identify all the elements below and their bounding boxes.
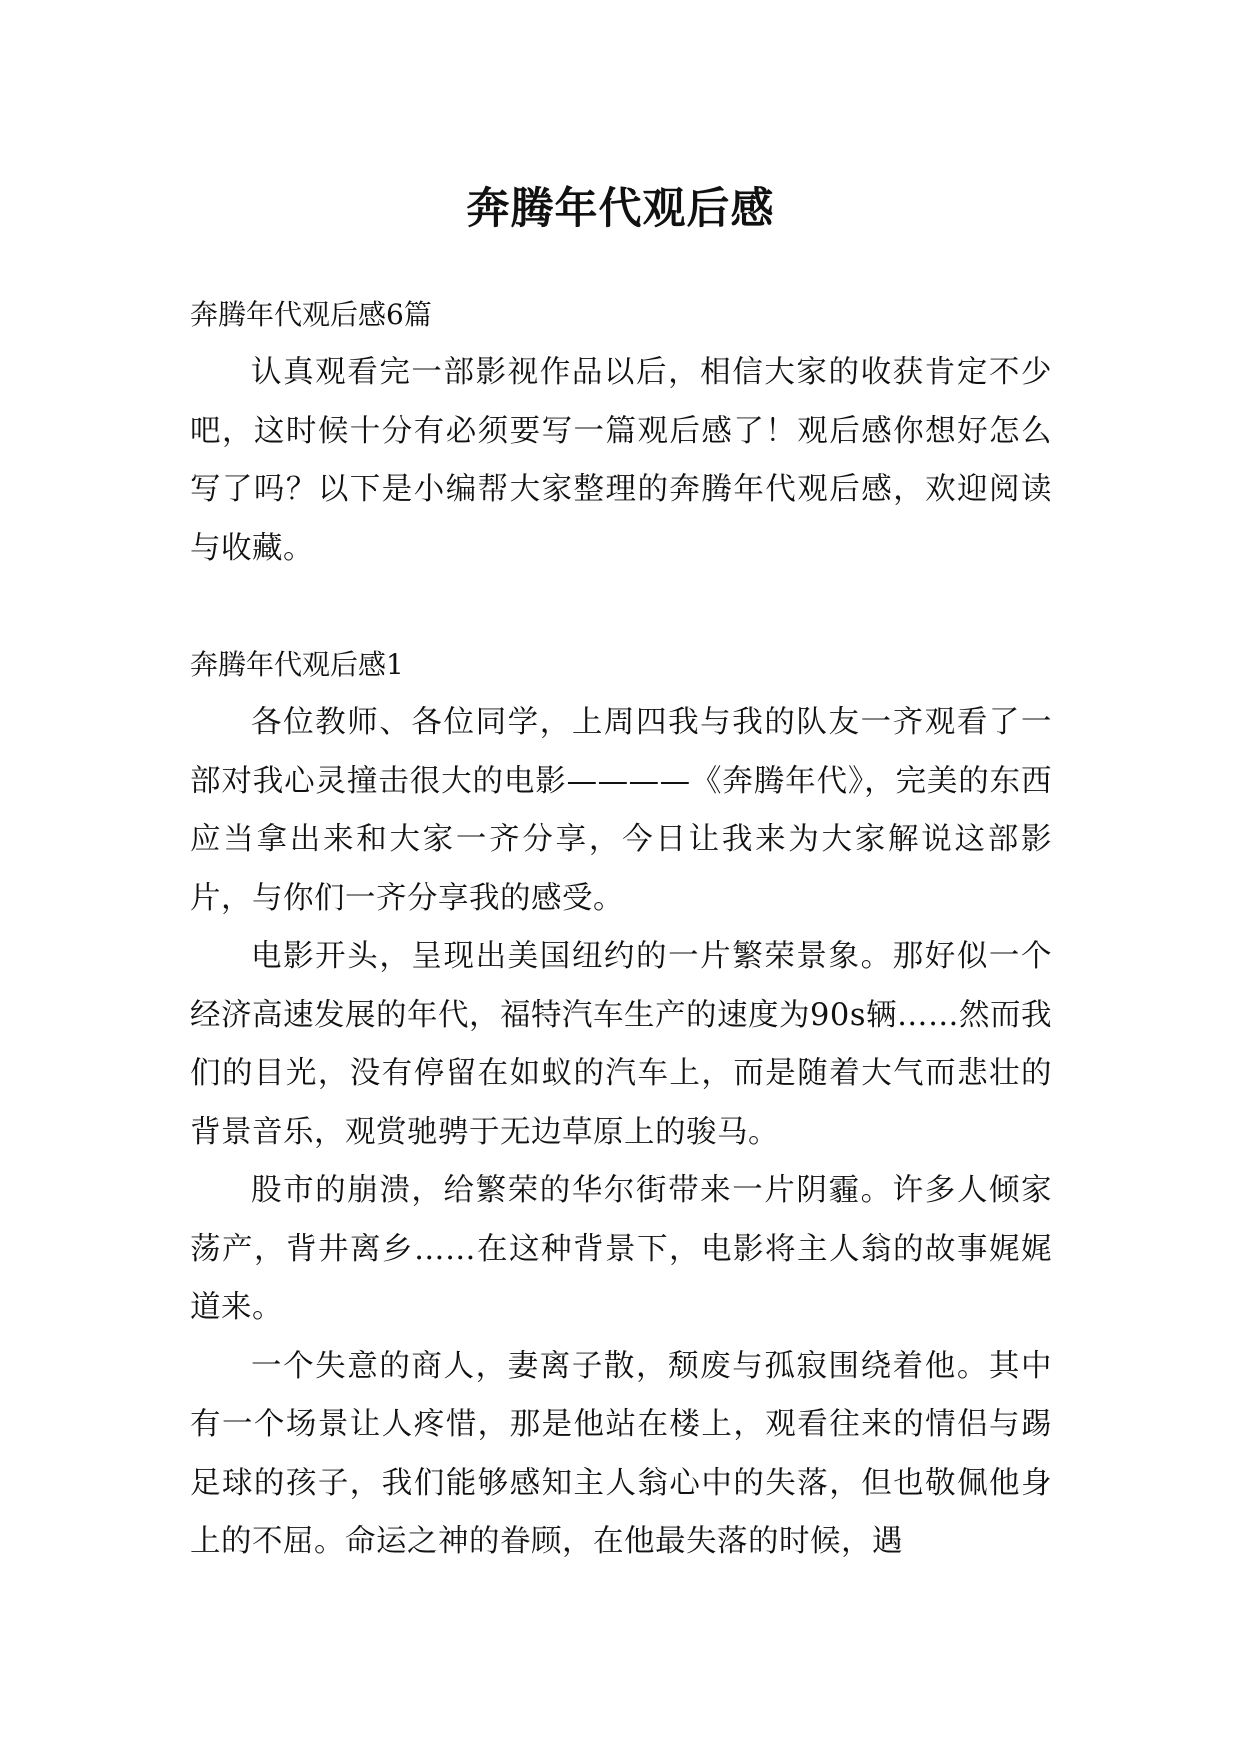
section1-paragraph-1: 各位教师、各位同学，上周四我与我的队友一齐观看了一部对我心灵撞击很大的电影————《奔腾年代》，完美的东西应当拿出来和大家一齐分享，今日让我来为大家解说这部影片，与你们一齐分享我的感受。 bbox=[190, 705, 1052, 916]
section1-heading: 奔腾年代观后感1 bbox=[190, 648, 404, 681]
section1-paragraph-2: 电影开头，呈现出美国纽约的一片繁荣景象。那好似一个经济高速发展的年代，福特汽车生产的速度为90s辆……然而我们的目光，没有停留在如蚁的汽车上，而是随着大气而悲壮的背景音乐，观赏驰骋于无边草原上的骏马。 bbox=[190, 939, 1052, 1150]
section-spacer bbox=[190, 578, 1052, 636]
document-title: 奔腾年代观后感 bbox=[466, 183, 775, 234]
section1-paragraph-4: 一个失意的商人，妻离子散，颓废与孤寂围绕着他。其中有一个场景让人疼惜，那是他站在楼上，观看往来的情侣与踢足球的孩子，我们能够感知主人翁心中的失落，但也敬佩他身上的不屈。命运之神的眷顾，在他最失落的时候，遇 bbox=[190, 1348, 1052, 1559]
document-body bbox=[190, 286, 1052, 1572]
section1-paragraph-3: 股市的崩溃，给繁荣的华尔街带来一片阴霾。许多人倾家荡产，背井离乡……在这种背景下，电影将主人翁的故事娓娓道来。 bbox=[190, 1173, 1052, 1325]
intro-heading: 奔腾年代观后感6篇 bbox=[190, 298, 432, 331]
intro-paragraph: 认真观看完一部影视作品以后，相信大家的收获肯定不少吧，这时候十分有必须要写一篇观后感了！观后感你想好怎么写了吗？以下是小编帮大家整理的奔腾年代观后感，欢迎阅读与收藏。 bbox=[190, 355, 1052, 566]
